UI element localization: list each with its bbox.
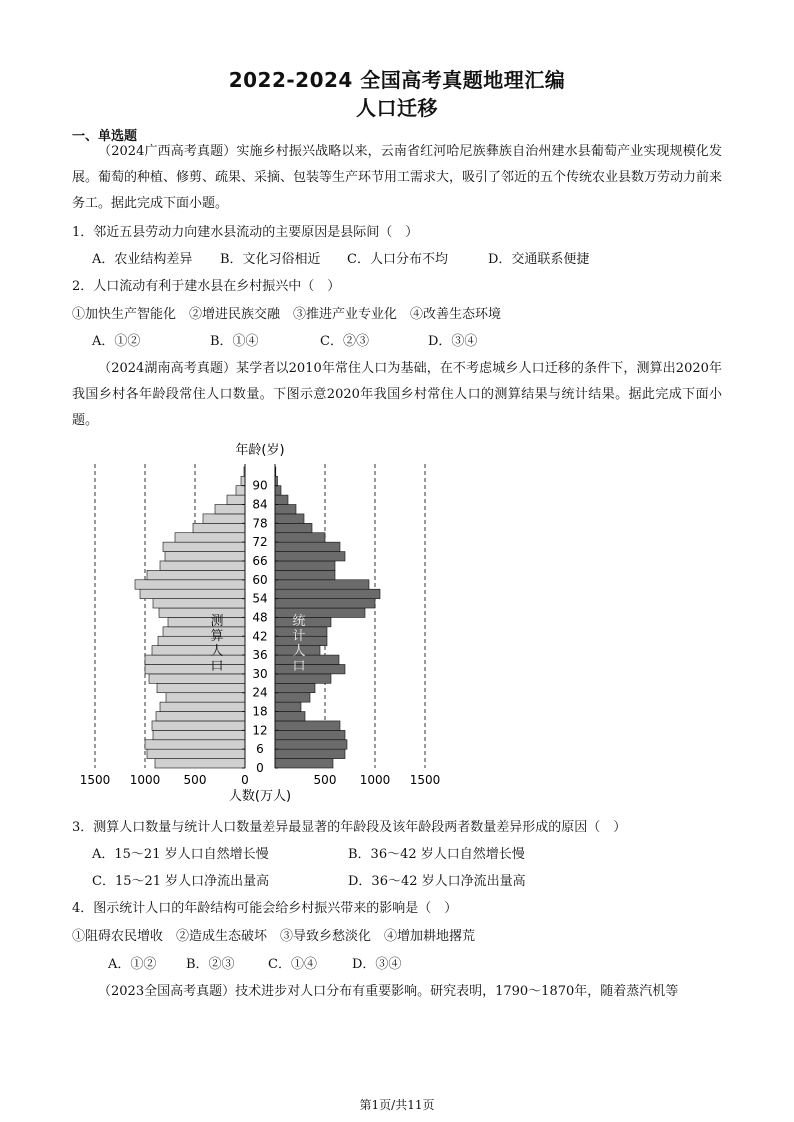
series-label-statistical-char: 人 bbox=[292, 644, 306, 659]
bar-statistical-age-6 bbox=[275, 740, 347, 749]
series-calculated-population bbox=[135, 464, 245, 768]
q4-option-d: D．③④ bbox=[352, 957, 402, 972]
bar-calculated-age-33 bbox=[145, 655, 245, 664]
bar-calculated-age-75 bbox=[193, 523, 245, 532]
bar-statistical-age-78 bbox=[275, 514, 304, 523]
bar-statistical-age-72 bbox=[275, 533, 325, 542]
bar-statistical-age-33 bbox=[275, 655, 339, 664]
y-tick-label: 30 bbox=[252, 666, 268, 681]
bar-statistical-age-81 bbox=[275, 505, 296, 514]
y-tick-label: 90 bbox=[252, 478, 268, 493]
x-tick-label-left: 500 bbox=[183, 773, 207, 787]
bar-calculated-age-12 bbox=[152, 721, 245, 730]
passage-2 bbox=[72, 356, 722, 434]
y-tick-label: 78 bbox=[252, 516, 268, 531]
y-tick-label: 54 bbox=[252, 591, 268, 606]
x-tick-label-left: 1000 bbox=[129, 773, 161, 787]
bar-statistical-age-51 bbox=[275, 599, 375, 608]
page-footer: 第1页/共11页 bbox=[359, 1098, 435, 1112]
y-tick-label: 12 bbox=[252, 723, 268, 738]
bar-calculated-age-78 bbox=[203, 514, 245, 523]
bar-statistical-age-24 bbox=[275, 683, 315, 692]
y-tick-label: 24 bbox=[252, 685, 268, 700]
series-label-statistical-char: 计 bbox=[292, 629, 306, 644]
bar-calculated-age-57 bbox=[135, 580, 245, 589]
bar-calculated-age-54 bbox=[140, 589, 245, 598]
bar-statistical-age-30 bbox=[275, 664, 345, 673]
q2-option-c: C．②③ bbox=[320, 334, 369, 349]
bar-calculated-age-15 bbox=[156, 712, 245, 721]
y-tick-label: 66 bbox=[252, 553, 268, 568]
question-1-stem: 1．邻近五县劳动力向建水县流动的主要原因是县际间（ ） bbox=[72, 225, 419, 240]
bar-calculated-age-90 bbox=[241, 476, 245, 485]
y-axis-label: 年龄(岁) bbox=[235, 443, 285, 458]
document-title: 2022-2024 全国高考真题地理汇编 bbox=[228, 68, 566, 92]
bar-calculated-age-39 bbox=[158, 636, 245, 645]
q4-option-a: A．①② bbox=[108, 957, 157, 972]
y-tick-label: 6 bbox=[256, 742, 264, 757]
bar-calculated-age-60 bbox=[147, 570, 245, 579]
bar-calculated-age-84 bbox=[227, 495, 245, 504]
bar-calculated-age-45 bbox=[168, 617, 245, 626]
y-tick-label: 0 bbox=[256, 761, 264, 775]
question-3-stem: 3．测算人口数量与统计人口数量差异最显著的年龄段及该年龄段两者数量差异形成的原因（ ） bbox=[72, 820, 627, 835]
bar-statistical-age-48 bbox=[275, 608, 365, 617]
series-label-statistical-char: 口 bbox=[292, 659, 306, 674]
passage-1-text: （2024广西高考真题）实施乡村振兴战略以来，云南省红河哈尼族彝族自治州建水县葡萄产业实现规模化发展。葡萄的种植、修剪、疏果、采摘、包装等生产环节用工需求大，吸引了邻近的五个传统农业县数万劳动力前来务工。据此完成下面小题。 bbox=[72, 144, 723, 211]
bar-calculated-age-27 bbox=[149, 674, 245, 683]
bar-calculated-age-0 bbox=[155, 759, 245, 768]
y-tick-label: 48 bbox=[252, 610, 268, 625]
bar-statistical-age-9 bbox=[275, 730, 345, 739]
q2-option-b: B．①④ bbox=[210, 334, 259, 349]
q2-option-a: A．①② bbox=[92, 334, 141, 349]
bar-statistical-age-27 bbox=[275, 674, 331, 683]
x-tick-label-left: 0 bbox=[241, 773, 249, 787]
x-tick-label-right: 1000 bbox=[359, 773, 391, 787]
passage-1 bbox=[72, 139, 722, 217]
chart-axis-labels bbox=[80, 479, 440, 787]
y-tick-label: 72 bbox=[252, 535, 268, 550]
bar-statistical-age-54 bbox=[275, 589, 380, 598]
bar-statistical-age-63 bbox=[275, 561, 335, 570]
q1-option-d: D．交通联系便捷 bbox=[488, 252, 590, 267]
bar-statistical-age-18 bbox=[275, 702, 301, 711]
question-4-items: ①阻碍农民增收 ②造成生态破坏 ③导致乡愁淡化 ④增加耕地撂荒 bbox=[72, 929, 476, 944]
bar-statistical-age-87 bbox=[275, 486, 281, 495]
series-label-statistical bbox=[292, 613, 305, 674]
bar-calculated-age-63 bbox=[160, 561, 245, 570]
q4-option-c: C．①④ bbox=[268, 957, 317, 972]
bar-statistical-age-15 bbox=[275, 712, 305, 721]
bar-calculated-age-48 bbox=[159, 608, 245, 617]
bar-statistical-age-66 bbox=[275, 552, 345, 561]
question-2-stem: 2．人口流动有利于建水县在乡村振兴中（ ） bbox=[72, 279, 341, 294]
y-tick-label: 18 bbox=[252, 704, 268, 719]
y-tick-label: 60 bbox=[252, 572, 268, 587]
bar-calculated-age-66 bbox=[165, 552, 245, 561]
bar-calculated-age-24 bbox=[157, 683, 245, 692]
bar-statistical-age-12 bbox=[275, 721, 340, 730]
bar-statistical-age-60 bbox=[275, 570, 335, 579]
bar-calculated-age-3 bbox=[147, 749, 245, 758]
q1-option-c: C．人口分布不均 bbox=[347, 252, 448, 267]
q3-option-c: C．15～21 岁人口净流出量高 bbox=[92, 874, 270, 889]
population-pyramid-chart bbox=[80, 438, 460, 810]
series-label-calculated-char: 测 bbox=[210, 614, 224, 629]
series-label-calculated-char: 人 bbox=[210, 644, 224, 659]
bar-calculated-age-69 bbox=[163, 542, 245, 551]
x-axis-label: 人数(万人) bbox=[228, 789, 292, 804]
x-tick-label-right: 500 bbox=[313, 773, 337, 787]
bar-calculated-age-21 bbox=[166, 693, 245, 702]
passage-3-text: （2023全国高考真题）技术进步对人口分布有重要影响。研究表明，1790～1870年，随着蒸汽机等 bbox=[98, 984, 679, 999]
q3-option-b: B．36～42 岁人口自然增长慢 bbox=[348, 847, 525, 862]
x-tick-label-right: 1500 bbox=[409, 773, 441, 787]
bar-statistical-age-21 bbox=[275, 693, 310, 702]
bar-calculated-age-42 bbox=[163, 627, 245, 636]
section-heading: 一、单选题 bbox=[72, 129, 138, 144]
series-statistical-population bbox=[275, 464, 380, 768]
y-tick-label: 42 bbox=[252, 629, 268, 644]
series-label-calculated-char: 口 bbox=[210, 659, 224, 674]
bar-calculated-age-87 bbox=[236, 486, 245, 495]
bar-statistical-age-3 bbox=[275, 749, 345, 758]
series-label-calculated-char: 算 bbox=[210, 629, 224, 644]
q4-option-b: B．②③ bbox=[186, 957, 235, 972]
y-tick-label: 36 bbox=[252, 648, 268, 663]
bar-statistical-age-0 bbox=[275, 759, 333, 768]
bar-statistical-age-75 bbox=[275, 523, 312, 532]
bar-statistical-age-57 bbox=[275, 580, 369, 589]
bar-calculated-age-30 bbox=[145, 664, 245, 673]
bar-calculated-age-18 bbox=[160, 702, 245, 711]
bar-statistical-age-84 bbox=[275, 495, 288, 504]
q1-option-b: B．文化习俗相近 bbox=[220, 252, 321, 267]
bar-calculated-age-36 bbox=[152, 646, 245, 655]
passage-2-text: （2024湖南高考真题）某学者以2010年常住人口为基础，在不考虑城乡人口迁移的条件下，测算出2020年我国乡村各年龄段常住人口数量。下图示意2020年我国乡村常住人口的测算结果与统计结果。据此完成下面小题。 bbox=[72, 361, 722, 428]
q1-option-a: A．农业结构差异 bbox=[92, 252, 193, 267]
bar-statistical-age-69 bbox=[275, 542, 340, 551]
q2-option-d: D．③④ bbox=[428, 334, 478, 349]
series-label-calculated bbox=[210, 614, 223, 674]
bar-calculated-age-81 bbox=[215, 505, 245, 514]
bar-calculated-age-72 bbox=[175, 533, 245, 542]
bar-calculated-age-51 bbox=[153, 599, 245, 608]
q3-option-a: A．15～21 岁人口自然增长慢 bbox=[92, 847, 269, 862]
series-label-statistical-char: 统 bbox=[292, 614, 306, 629]
question-2-items: ①加快生产智能化 ②增进民族交融 ③推进产业专业化 ④改善生态环境 bbox=[72, 307, 502, 322]
bar-calculated-age-6 bbox=[145, 740, 245, 749]
passage-3 bbox=[72, 979, 722, 1005]
y-tick-label: 84 bbox=[252, 497, 268, 512]
bar-calculated-age-9 bbox=[153, 730, 245, 739]
x-tick-label-left: 1500 bbox=[80, 773, 111, 787]
document-subtitle: 人口迁移 bbox=[356, 96, 438, 120]
question-4-stem: 4．图示统计人口的年龄结构可能会给乡村振兴带来的影响是（ ） bbox=[72, 901, 458, 916]
q3-option-d: D．36～42 岁人口净流出量高 bbox=[348, 874, 526, 889]
